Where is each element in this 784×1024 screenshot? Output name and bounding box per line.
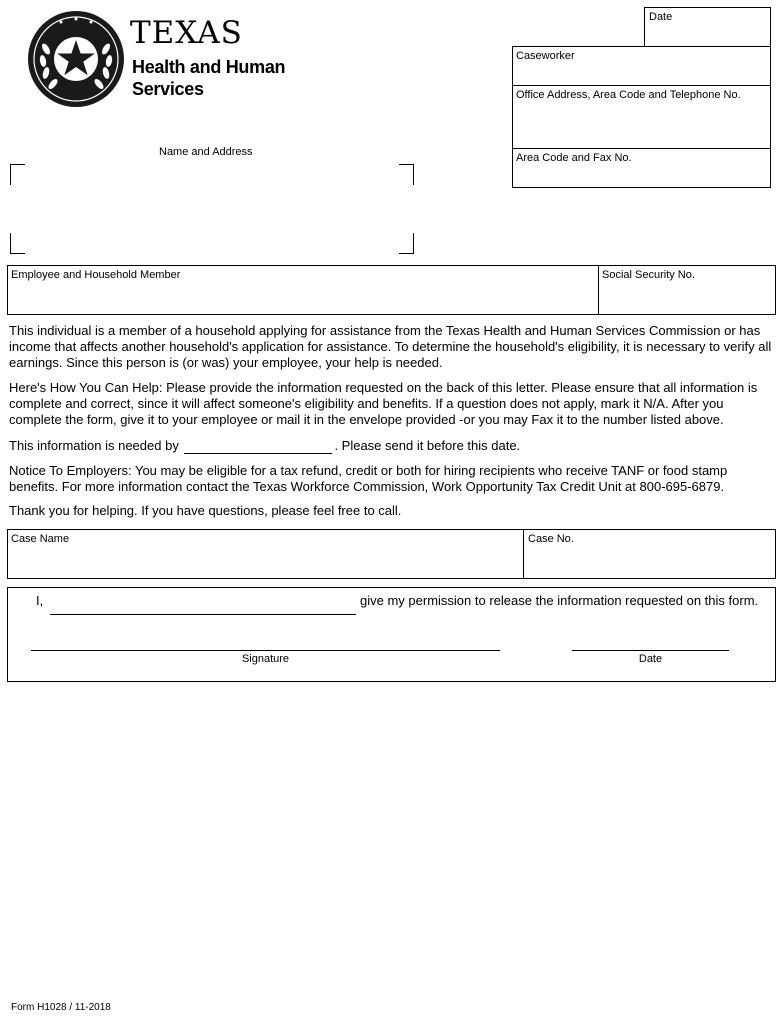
logo-line3: Services xyxy=(132,79,204,99)
address-corner-tr xyxy=(399,164,414,185)
caseworker-label: Caseworker xyxy=(516,50,575,62)
case-name-label: Case Name xyxy=(11,533,70,545)
form-id: Form H1028 / 11-2018 xyxy=(11,1002,111,1013)
ssn-label: Social Security No. xyxy=(602,269,695,281)
office-address-label: Office Address, Area Code and Telephone No. xyxy=(516,89,741,101)
notice-to-employers-paragraph: Notice To Employers: You may be eligible for a tax refund, credit or both for hiring recipients who receive TANF or food stamp benefits. For more information contact the Texas Workforce Commission, Work Opportunity Tax Credit Unit at 800-695-6879. xyxy=(9,463,728,494)
date-field[interactable] xyxy=(644,7,771,47)
permission-date-label: Date xyxy=(638,653,663,665)
needed-by-suffix: . Please send it before this date. xyxy=(334,438,521,453)
fax-field[interactable] xyxy=(512,148,771,188)
how-to-help-paragraph: Here's How You Can Help: Please provide the information requested on the back of this letter. Please ensure that all information is complete and correct, since it will affect someone's eligibility and benefits. If a question does not apply, mark it N/A. After you complete the form, give it to your employee or mail it in the envelope provided -or you may Fax it to the number listed above. xyxy=(9,380,758,427)
permission-box xyxy=(7,587,776,682)
needed-by-date-input[interactable] xyxy=(184,437,332,454)
employee-label: Employee and Household Member xyxy=(11,269,181,281)
logo-texas: TEXAS xyxy=(130,15,243,51)
address-corner-br xyxy=(399,233,414,254)
address-corner-bl xyxy=(10,233,25,254)
case-no-field[interactable] xyxy=(523,529,776,579)
ssn-field[interactable] xyxy=(598,265,776,315)
texas-seal-icon xyxy=(26,9,126,109)
hhs-logo xyxy=(26,9,286,109)
permission-prefix: I, xyxy=(36,593,44,608)
permission-date-line[interactable] xyxy=(572,650,729,651)
case-name-field[interactable] xyxy=(7,529,523,579)
needed-by-prefix: This information is needed by xyxy=(9,438,179,453)
permission-text: give my permission to release the information requested on this form. xyxy=(360,593,759,608)
office-address-field[interactable] xyxy=(512,85,771,149)
needed-by-line xyxy=(9,437,773,454)
logo-line2: Health and Human xyxy=(132,57,286,77)
employee-field[interactable] xyxy=(7,265,598,315)
signature-line[interactable] xyxy=(31,650,500,651)
date-label: Date xyxy=(649,11,673,23)
fax-label: Area Code and Fax No. xyxy=(516,152,632,164)
permission-name-input[interactable] xyxy=(50,614,356,615)
caseworker-field[interactable] xyxy=(512,46,771,86)
address-corner-tl xyxy=(10,164,25,185)
intro-paragraph: This individual is a member of a household applying for assistance from the Texas Health and Human Services Commission or has income that affects another household's application for assistance. To determine the household's eligibility, it is necessary to verify all earnings. Since this person is (or was) your employee, your help is needed. xyxy=(9,323,772,370)
signature-label: Signature xyxy=(241,653,290,665)
case-no-label: Case No. xyxy=(528,533,574,545)
name-address-label: Name and Address xyxy=(159,146,253,158)
thank-you-paragraph: Thank you for helping. If you have questions, please feel free to call. xyxy=(9,503,402,518)
